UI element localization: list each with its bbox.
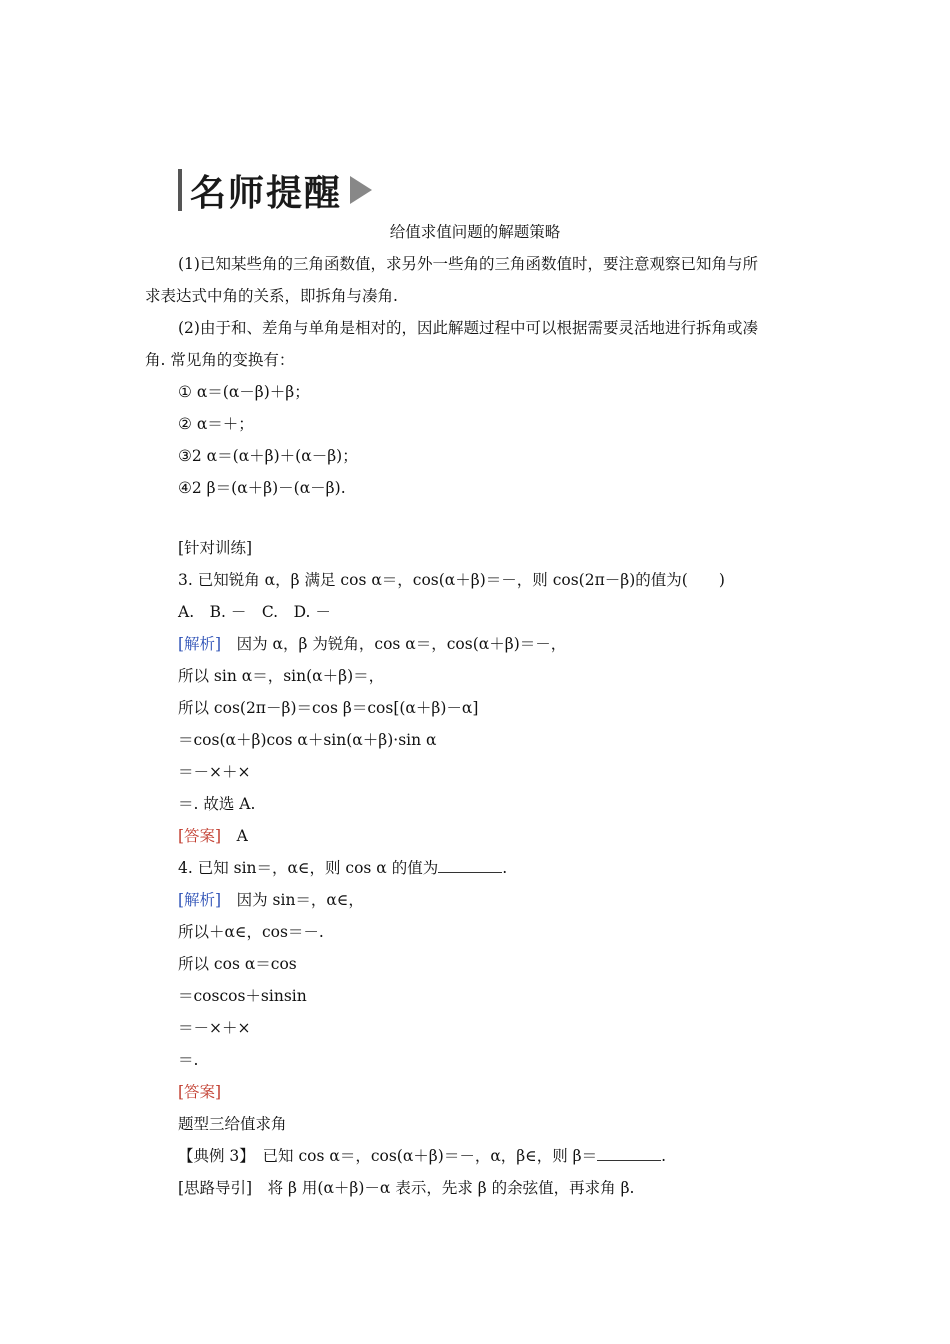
transform-item-1: ① α＝(α－β)＋β； bbox=[178, 383, 310, 401]
question-4-text: 4. 已知 sin＝，α∈，则 cos α 的值为 bbox=[178, 859, 439, 877]
example-3 bbox=[178, 1146, 666, 1166]
transform-item-4: ④2 β＝(α＋β)－(α－β). bbox=[178, 479, 346, 497]
banner-title: 名师提醒 bbox=[190, 172, 343, 214]
example-3-end: . bbox=[661, 1147, 667, 1165]
answer-value: A bbox=[221, 827, 248, 845]
analysis-text: 因为 sin＝，α∈， bbox=[221, 891, 364, 909]
answer-blank bbox=[597, 1146, 661, 1161]
q4-step-3: ＝coscos＋sinsin bbox=[178, 987, 307, 1005]
transform-item-2: ② α＝＋； bbox=[178, 415, 254, 433]
teacher-tip-banner bbox=[178, 168, 372, 212]
q3-step-5: ＝. 故选 A. bbox=[178, 795, 256, 813]
paragraph-1-line-1: (1)已知某些角的三角函数值，求另外一些角的三角函数值时，要注意观察已知角与所 bbox=[178, 255, 758, 273]
question-4-end: . bbox=[502, 859, 508, 877]
q4-step-4: ＝－×＋× bbox=[178, 1019, 251, 1037]
analysis-tag: [解析] bbox=[178, 891, 222, 909]
question-3-options: A. B. － C. D. － bbox=[178, 603, 331, 621]
example-3-text: 【典例 3】 已知 cos α＝，cos(α＋β)＝－，α，β∈，则 β＝ bbox=[178, 1147, 598, 1165]
paragraph-1-line-2: 求表达式中角的关系，即拆角与凑角. bbox=[145, 287, 398, 305]
paragraph-2-line-2: 角. 常见角的变换有： bbox=[145, 351, 295, 369]
q4-step-5: ＝. bbox=[178, 1051, 199, 1069]
answer-blank bbox=[438, 858, 502, 873]
analysis-text: 因为 α，β 为锐角，cos α＝，cos(α＋β)＝－， bbox=[221, 635, 567, 653]
question-4-analysis bbox=[178, 890, 364, 910]
banner-bar bbox=[178, 169, 182, 211]
q3-step-2: 所以 cos(2π－β)＝cos β＝cos[(α＋β)－α] bbox=[178, 699, 479, 717]
question-3-analysis bbox=[178, 634, 566, 654]
transform-item-3: ③2 α＝(α＋β)＋(α－β)； bbox=[178, 447, 358, 465]
approach-hint: [思路导引] 将 β 用(α＋β)－α 表示，先求 β 的余弦值，再求角 β. bbox=[178, 1179, 635, 1197]
q4-step-1: 所以＋α∈，cos＝－. bbox=[178, 923, 324, 941]
section-3-title: 题型三给值求角 bbox=[178, 1115, 287, 1133]
q4-step-2: 所以 cos α＝cos bbox=[178, 955, 297, 973]
q3-step-1: 所以 sin α＝，sin(α＋β)＝， bbox=[178, 667, 385, 685]
q3-step-3: ＝cos(α＋β)cos α＋sin(α＋β)·sin α bbox=[178, 731, 437, 749]
question-4-answer-tag: [答案] bbox=[178, 1083, 222, 1101]
analysis-tag: [解析] bbox=[178, 635, 222, 653]
training-label: [针对训练] bbox=[178, 539, 253, 557]
section-heading: 给值求值问题的解题策略 bbox=[389, 223, 561, 241]
answer-tag: [答案] bbox=[178, 827, 222, 845]
paragraph-2-line-1: (2)由于和、差角与单角是相对的，因此解题过程中可以根据需要灵活地进行拆角或凑 bbox=[178, 319, 758, 337]
triangle-arrow-icon bbox=[350, 176, 372, 204]
question-4 bbox=[178, 858, 507, 878]
question-3: 3. 已知锐角 α，β 满足 cos α＝，cos(α＋β)＝－，则 cos(2π－β)的值为( ) bbox=[178, 571, 725, 589]
q3-step-4: ＝－×＋× bbox=[178, 763, 251, 781]
question-3-answer bbox=[178, 826, 248, 846]
